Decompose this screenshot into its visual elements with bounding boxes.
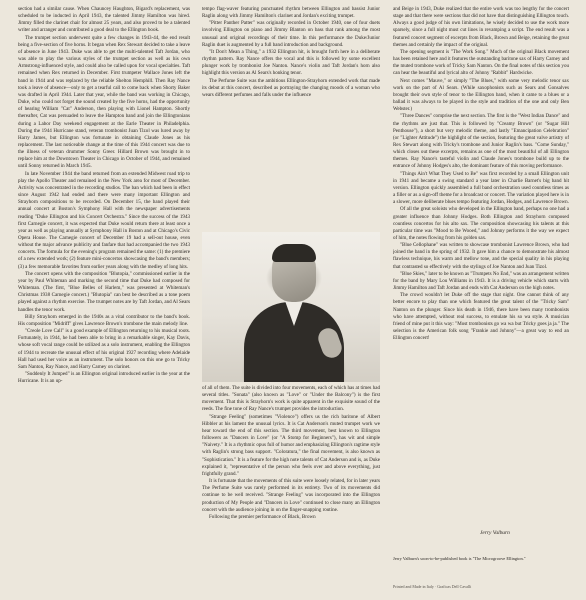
- paragraph: and Beige in 1943, Duke realized that the entire work was too lengthy for the concert stage and that there were sections that did not have that distinguishing Ellington touch. Always a good judge of his own limitations, he wisely decided to use the work more sparsely, since a full night must cut lines in revamping a script. The end result was a featured concert segment of excerpts from Black, Brown and Beige, retaining the great themes and certainly the impact of the original.: [393, 6, 569, 48]
- author-signature: Jerry Valburn: [480, 530, 510, 536]
- paragraph: tempo flag-waver featuring punctuated rhythm between Ellington and bassist Junior Raglin along with Jimmy Hamilton's clarinet and Jordan's exciting trumpet.: [202, 6, 380, 20]
- duke-ellington-photo: [202, 232, 380, 382]
- text-column-middle-bottom: [202, 385, 380, 593]
- photo-figure-hair: [272, 244, 316, 262]
- paragraph: Following the premier performance of Black, Brown: [209, 513, 316, 520]
- paragraph: The opening segment is "The Work Song." Much of the original Black movement has been retained here and it features the outstanding baritone sax of Harry Carney and the muted trombone work of Tricky Sam Nanton. On the final notes of this section you can hear the beautiful and lyrical alto of Johnny "Rabbit" Hardwicke.: [393, 48, 569, 77]
- paragraph: The crowd wouldn't let Duke off the stage that night. One cannot think of any better encore to play than one which featured the great talent of the "Tricky Sam" Nanton on the plunger. Since his death in 1946, there have been many trombonists who have attempted, without real success, to emulate his so wa style. A musician friend of mine put it this way: "Most trombonists go wa wa but Tricky goes ja ja." The selection is the American folk song "Frankie and Johnny"—a great way to end an Ellington concert!: [393, 292, 569, 342]
- paragraph: The Perfume Suite was the ambitious Ellington-Strayhorn extended work that made its debut at this concert, described as portraying the changing moods of a woman who wears different perfumes and falls under the influence: [202, 77, 380, 98]
- paragraph: "It Don't Mean a Thing," a 1932 Ellington hit, is brought forth here in a deliberate rhythm pattern. Ray Nance offers the vocal and this is followed by some excellent plunger work by trombonist Joe Nanton. Nance's violin and Taft Jordan's horn also highlight this version as Al Sears's honking tenor.: [202, 48, 380, 77]
- paragraph: "Strange Feeling" (sometimes "Violence") offers us the rich baritone of Albert Hibbler at his lament the unusual lyrics. It is Cat Anderson's muted trumpet work we hear toward the end of this section. The third movement, best known to Ellington followers as "Dancers in Love" (or "A Stomp for Beginners"), has wit and simple "Naivety." It is a rhythmic opus full of humor and emphasizing Ellington's ragtime style with Raglin's strong bass support. "Coloratura," the final movement, is also known as "Sophistication." It is a feature for the high note talents of Cat Anderson and is, as Duke explained it, "representative of the person who feels over and above everything, just frightfully grand.": [202, 413, 380, 477]
- paragraph: "Blue Cellophane" was written to showcase trombonist Lawrence Brown, who had joined the band in the spring of 1932. It gave him a chance to demonstrate his almost flawless technique, his warm and mellow tone, and the special quality in his playing that contrasted so effectively with the stylings of Joe Nanton and Juan Tizol.: [393, 242, 569, 270]
- print-credit: Printed and Made in Italy · Graficas Dell Cavalli: [393, 584, 472, 589]
- paragraph: "Suddenly It Jumped" is an Ellington original introduced earlier in the year at the Hurricane. It is an up-: [18, 370, 190, 385]
- text-column-middle-top: [202, 6, 380, 230]
- paragraph: The concert opens with the composition "Blutopia," commissioned earlier in the year by Paul Whiteman and marking the second time that Duke had composed for Whiteman. (The first, "Blue Belles of Harlem," was presented at Whiteman's Christmas 1938 Carnegie concert.) "Blutopia" can best be described as a tone poem played against a rhythm exercise. The trumpet notes are by Taft Jordan, and Al Sears handles the tenor work.: [18, 270, 190, 313]
- text-column-right: [393, 6, 569, 552]
- paragraph: "Pitter Panther Patter" was originally recorded in October 1940, one of four duets involving Ellington on piano and Jimmy Blanton on bass that rank among the most unusual and original recordings of their time. In this performance the Duke/Junior Raglin duet is augmented by a full band introduction and background.: [202, 20, 380, 48]
- paragraph: It is fortunate that the movements of this suite were loosely related, for in later years The Perfume Suite was rarely performed in its entirety. Two of its movements did continue to be well received. "Strange Feeling" was incorporated into the Ellington production of My People and "Dancers in Love" continued to close many an Ellington concert with the audience joining in on the finger-snapping routine.: [202, 478, 380, 513]
- author-footnote: Jerry Valburn's soon-to-be-published book is "The Microgroove Ellington.": [393, 556, 526, 561]
- paragraph: Of all the great soloists who developed in the Ellington band, perhaps no one had a greater influence than Johnny Hodges. Both Ellington and Strayhorn composed countless concertos for his alto sax. The composition showcasing his talents at this particular time was "Mood to Be Wooed," and Johnny performs it the way we expect of him, the notes flowing from his golden sax.: [393, 206, 569, 241]
- paragraph: The trumpet section underwent quite a few changes in 1943-44, the end result being a five-section of five horns. It began when Rex Stewart decided to take a leave of absence in June 1943. Duke was able to get the multi-talented Taft Jordan, who was able to play the various styles of the trumpet section as well as his own Armstrong-influenced style, and could also be called upon for vocal specialties. Taft remained when Rex returned in December. First trumpeter Wallace Jones left the band in 1944 and was replaced by the reliable Shelton Hemphill. Then Ray Nance took a leave of absence—only to get a tearful call to come back when Shorty Baker was drafted in April 1944. Later that year, while the band was working in Chicago, Duke, who could not forget the sound created by the five horns, had the opportunity of hearing William "Cat" Anderson, then playing with Lionel Hampton. Shortly thereafter, Cat was persuaded to leave the Hampton band and join the Ellingtonians during a Labor Day weekend engagement at the Earle Theater in Philadelphia. During the 1944 Hurricane stand, veteran trombonist Juan Tizol was lured away by Harry James, but Ellington was fortunate in obtaining Claude Jones as his replacement. The last noticeable change at the time of this 1944 concert was due to the illness of veteran drummer Sonny Greer. Hillard Brown was brought in to replace him at the Downtown Theater in Chicago in October of 1944, and remained until Sonny returned in March 1945.: [18, 34, 190, 170]
- paragraph: of all of them. The suite is divided into four movements, each of which has at times had several titles. "Sonata" (also known as "Love" or "Under the Balcony") is the first movement. That this is Strayhorn's work is quite apparent in the exquisite sound of the reeds. The fine tone of Ray Nance's trumpet provides the introduction.: [202, 385, 380, 413]
- paragraph: Next comes "Mauve," or simply "The Blues," with some very melodic tenor sax work on the part of Al Sears. (While saxophonists such as Sears and Gonsalves brought their own style of tenor to the Ellington band, when it came to a blues or a ballad it was always to be played in the style and tradition of the one and only Ben Webster.): [393, 77, 569, 113]
- paragraph: "Blue Skies," later to be known as "Trumpets No End," was an arrangement written for the band by Mary Lou Williams in 1943. It is a driving vehicle which starts with Jimmy Hamilton and Taft Jordan and ends with Cat Anderson on the high notes.: [393, 270, 569, 292]
- paragraph: "Three Dances" comprise the next section. The first is the "West Indian Dance" and the rhythms are just that. This is followed by "Creamy Brown" (or "Sugar Hill Penthouse"), a short but very melodic theme, and lastly "Emancipation Celebration" (or "Lighter Attitude") the highlight of the section, featuring the great valve artistry of Rex Stewart along with Tricky's trombone and Junior Raglin's bass. "Come Sunday," which closes out these excerpts, remains as one of the most beautiful of all Ellington themes. Ray Nance's tasteful violin and Claude Jones's trombone build up to the entrance of Johnny Hodges's alto, the dominant feature of this moving performance.: [393, 113, 569, 170]
- paragraph: section had a similar cause. When Chauncey Haughton, Bigard's replacement, was scheduled to be inducted in April 1943, the talented Jimmy Hamilton was hired. Jimmy filled the clarinet chair for almost 25 years, and also proved to be a talented writer and arranger and contributed a good deal to the Ellington book.: [18, 6, 190, 34]
- paragraph: "Creole Love Call" is a good example of Ellington returning to his musical roots. Fortunately, in 1944, he had been able to bring in a remarkable singer, Kay Davis, whose soft vocal range could be utilized as a solo instrument, enabling the Ellington of 1944 to recreate the unusual effect of his original 1927 recording where Adelaide Hall had used her voice as an instrument. The solo honors on this one go to Tricky Sam Nanton, Ray Nance, and Harry Carney on clarinet.: [18, 328, 190, 370]
- paragraph: In late November 1944 the band returned from an extended Midwest road trip to play the Apollo Theater and remained in the New York area for most of December. Activity was concentrated in the recording studios. The ban which had been in effect since August 1942 had ended and there were many important Ellington and Strayhorn compositions to be recorded. On December 15, the band played their annual concert at Boston's Symphony Hall with the newspaper advertisements reading "Duke Ellington and his Concert Orchestra." Since the success of the 1943 first Carnegie concert, it was expected that Duke would return there at least once a year as well as playing annually at Symphony Hall in Boston and at Chicago's Civic Opera House. The Carnegie concert of December 19 had a sell-out house, even without the major advance publicity and fanfare that had accompanied the two 1943 concerts. The formula for the evening's program remained the same: (1) the premiere of a new extended work; (2) feature mini-concertos showcasing the band's members; (3) a few memorable favorites from earlier years along with the medley of long hits.: [18, 170, 190, 270]
- paragraph: "Things Ain't What They Used to Be" was first recorded by a small Ellington unit in 1941 and became a swing standard a year later in Charlie Barnet's big band hit version. Ellington quickly assembled a full band orchestration used countless times as a filler or as a sign-off theme for a broadcast or concert. The variation played here is in a slower, more deliberate blues tempo featuring Jordan, Hodges, and Lawrence Brown.: [393, 170, 569, 206]
- paragraph: Billy Strayhorn emerged in the 1940s as a vital contributor to the band's book. His composition "Midriff" gives Lawrence Brown's trombone the main melody line.: [18, 313, 190, 327]
- text-column-left: [18, 6, 190, 596]
